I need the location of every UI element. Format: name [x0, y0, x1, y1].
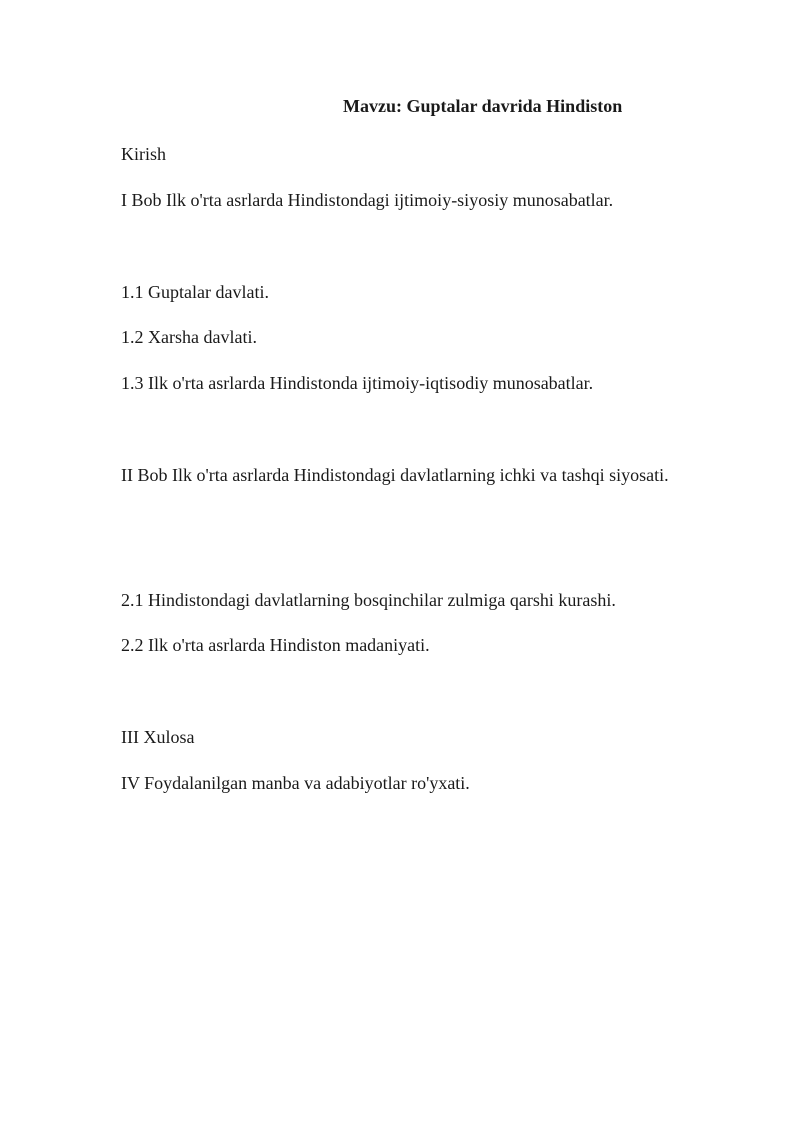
toc-references: IV Foydalanilgan manba va adabiyotlar ro'yxati. — [121, 773, 470, 793]
toc-intro: Kirish — [121, 144, 166, 164]
toc-chapter-1: I Bob Ilk o'rta asrlarda Hindistondagi ijtimoiy-siyosiy munosabatlar. — [121, 190, 614, 210]
toc-section-1-2: 1.2 Xarsha davlati. — [121, 327, 257, 347]
toc-section-1-1: 1.1 Guptalar davlati. — [121, 282, 269, 302]
toc-section-2-1: 2.1 Hindistondagi davlatlarning bosqinchilar zulmiga qarshi kurashi. — [121, 590, 616, 610]
page-title: Mavzu: Guptalar davrida Hindiston — [343, 96, 623, 116]
toc-section-2-2: 2.2 Ilk o'rta asrlarda Hindiston madaniyati. — [121, 635, 430, 655]
toc-conclusion: III Xulosa — [121, 727, 195, 747]
toc-section-1-3: 1.3 Ilk o'rta asrlarda Hindistonda ijtimoiy-iqtisodiy munosabatlar. — [121, 373, 594, 393]
toc-chapter-2: II Bob Ilk o'rta asrlarda Hindistondagi davlatlarning ichki va tashqi siyosati. — [121, 465, 669, 485]
